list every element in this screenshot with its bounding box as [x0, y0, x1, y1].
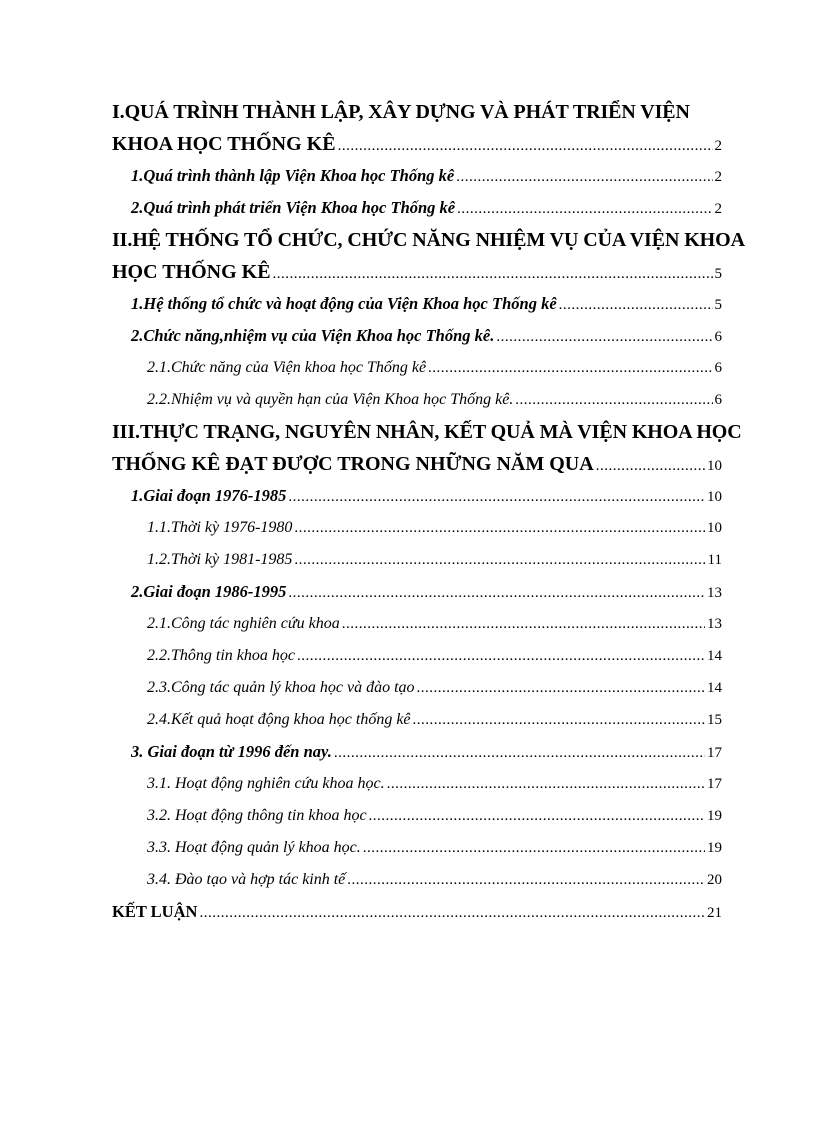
toc-subsection-label: 2.2.Nhiệm vụ và quyền hạn của Viện Khoa học Thống kê.: [147, 391, 514, 408]
toc-section-label: 3. Giai đoạn từ 1996 đến nay.: [131, 742, 332, 761]
dot-leader: [288, 480, 705, 513]
dot-leader: [363, 832, 705, 864]
dot-leader: [273, 256, 713, 290]
toc-subsection-page: 19: [707, 840, 722, 856]
toc-conclusion[interactable]: [112, 896, 722, 928]
toc-subsection-3-1-2[interactable]: [112, 544, 722, 576]
dot-leader: [515, 384, 712, 416]
toc-subsection-3-3-4[interactable]: [112, 864, 722, 896]
toc-subsection-3-3-3[interactable]: [112, 832, 722, 864]
toc-subsection-page: 14: [707, 680, 722, 696]
toc-section-2-2[interactable]: [112, 320, 722, 352]
toc-section-3-1[interactable]: [112, 480, 722, 512]
toc-subsection-2-2-2[interactable]: [112, 384, 722, 416]
toc-section-1-1[interactable]: [112, 160, 722, 192]
toc-section-label: 2.Giai đoạn 1986-1995: [131, 582, 287, 601]
toc-subsection-page: 13: [707, 616, 722, 632]
toc-chapter-1-title-line1: I.QUÁ TRÌNH THÀNH LẬP, XÂY DỰNG VÀ PHÁT TRIỂN VIỆN: [112, 101, 690, 123]
toc-subsection-3-2-1[interactable]: [112, 608, 722, 640]
dot-leader: [596, 448, 705, 482]
toc-section-page: 17: [707, 745, 722, 761]
toc-section-3-3[interactable]: [112, 736, 722, 768]
dot-leader: [457, 192, 712, 225]
toc-chapter-2-title-line1: II.HỆ THỐNG TỔ CHỨC, CHỨC NĂNG NHIỆM VỤ CỦA VIỆN KHOA: [112, 229, 745, 251]
toc-subsection-label: 2.1.Công tác nghiên cứu khoa: [147, 615, 340, 632]
toc-subsection-page: 19: [707, 808, 722, 824]
toc-subsection-label: 1.2.Thời kỳ 1981-1985: [147, 551, 293, 568]
dot-leader: [334, 736, 705, 769]
toc-section-page: 2: [714, 201, 722, 217]
toc-chapter-2-page: 5: [714, 266, 722, 282]
toc-subsection-page: 14: [707, 648, 722, 664]
dot-leader: [338, 128, 713, 162]
toc-subsection-label: 3.1. Hoạt động nghiên cứu khoa học.: [147, 775, 385, 792]
toc-section-label: 1.Hệ thống tổ chức và hoạt động của Viện Khoa học Thống kê: [131, 294, 557, 313]
dot-leader: [369, 800, 705, 832]
toc-subsection-page: 6: [714, 360, 722, 376]
dot-leader: [428, 352, 712, 384]
toc-chapter-3-title-line2: THỐNG KÊ ĐẠT ĐƯỢC TRONG NHỮNG NĂM QUA: [112, 453, 594, 475]
toc-conclusion-label: KẾT LUẬN: [112, 902, 198, 921]
dot-leader: [496, 320, 712, 353]
dot-leader: [417, 672, 705, 704]
dot-leader: [456, 160, 712, 193]
toc-subsection-3-3-1[interactable]: [112, 768, 722, 800]
toc-chapter-1-page: 2: [714, 138, 722, 154]
toc-section-2-1[interactable]: [112, 288, 722, 320]
toc-subsection-3-2-3[interactable]: [112, 672, 722, 704]
toc-subsection-page: 10: [707, 520, 722, 536]
dot-leader: [199, 896, 705, 929]
toc-chapter-3-title-line1: III.THỰC TRẠNG, NGUYÊN NHÂN, KẾT QUẢ MÀ VIỆN KHOA HỌC: [112, 421, 742, 443]
toc-subsection-label: 3.3. Hoạt động quản lý khoa học.: [147, 839, 361, 856]
dot-leader: [387, 768, 705, 800]
toc-subsection-label: 3.4. Đào tạo và hợp tác kinh tế: [147, 871, 346, 888]
dot-leader: [559, 288, 713, 321]
toc-subsection-page: 17: [707, 776, 722, 792]
toc-chapter-2[interactable]: [112, 224, 745, 288]
toc-subsection-3-3-2[interactable]: [112, 800, 722, 832]
toc-section-page: 13: [707, 585, 722, 601]
toc-conclusion-page: 21: [707, 905, 722, 921]
dot-leader: [413, 704, 705, 736]
dot-leader: [297, 640, 705, 672]
toc-subsection-label: 1.1.Thời kỳ 1976-1980: [147, 519, 293, 536]
toc-section-label: 2.Quá trình phát triển Viện Khoa học Thống kê: [131, 198, 456, 217]
toc-subsection-2-2-1[interactable]: [112, 352, 722, 384]
toc-section-page: 10: [707, 489, 722, 505]
toc-chapter-1-title-line2: KHOA HỌC THỐNG KÊ: [112, 133, 336, 155]
toc-section-1-2[interactable]: [112, 192, 722, 224]
toc-subsection-page: 15: [707, 712, 722, 728]
toc-subsection-page: 11: [707, 552, 722, 568]
toc-section-page: 6: [714, 329, 722, 345]
dot-leader: [342, 608, 705, 640]
toc-subsection-label: 3.2. Hoạt động thông tin khoa học: [147, 807, 367, 824]
toc-subsection-label: 2.1.Chức năng của Viện khoa học Thống kê: [147, 359, 427, 376]
toc-subsection-3-2-4[interactable]: [112, 704, 722, 736]
toc-subsection-3-1-1[interactable]: [112, 512, 722, 544]
toc-chapter-1[interactable]: [112, 96, 722, 160]
toc-subsection-page: 6: [714, 392, 722, 408]
toc-subsection-label: 2.4.Kết quả hoạt động khoa học thống kê: [147, 711, 411, 728]
table-of-contents: [112, 96, 745, 928]
toc-section-page: 2: [714, 169, 722, 185]
toc-section-label: 1.Quá trình thành lập Viện Khoa học Thống kê: [131, 166, 455, 185]
toc-chapter-2-title-line2: HỌC THỐNG KÊ: [112, 261, 271, 283]
toc-subsection-label: 2.2.Thông tin khoa học: [147, 647, 295, 664]
toc-subsection-label: 2.3.Công tác quản lý khoa học và đào tạo: [147, 679, 415, 696]
dot-leader: [294, 512, 705, 544]
dot-leader: [288, 576, 705, 609]
toc-chapter-3[interactable]: [112, 416, 742, 480]
toc-chapter-3-page: 10: [707, 458, 722, 474]
dot-leader: [347, 864, 705, 896]
dot-leader: [294, 544, 705, 576]
toc-section-label: 1.Giai đoạn 1976-1985: [131, 486, 287, 505]
toc-section-3-2[interactable]: [112, 576, 722, 608]
toc-subsection-page: 20: [707, 872, 722, 888]
toc-section-page: 5: [714, 297, 722, 313]
toc-section-label: 2.Chức năng,nhiệm vụ của Viện Khoa học Thống kê.: [131, 326, 495, 345]
toc-subsection-3-2-2[interactable]: [112, 640, 722, 672]
